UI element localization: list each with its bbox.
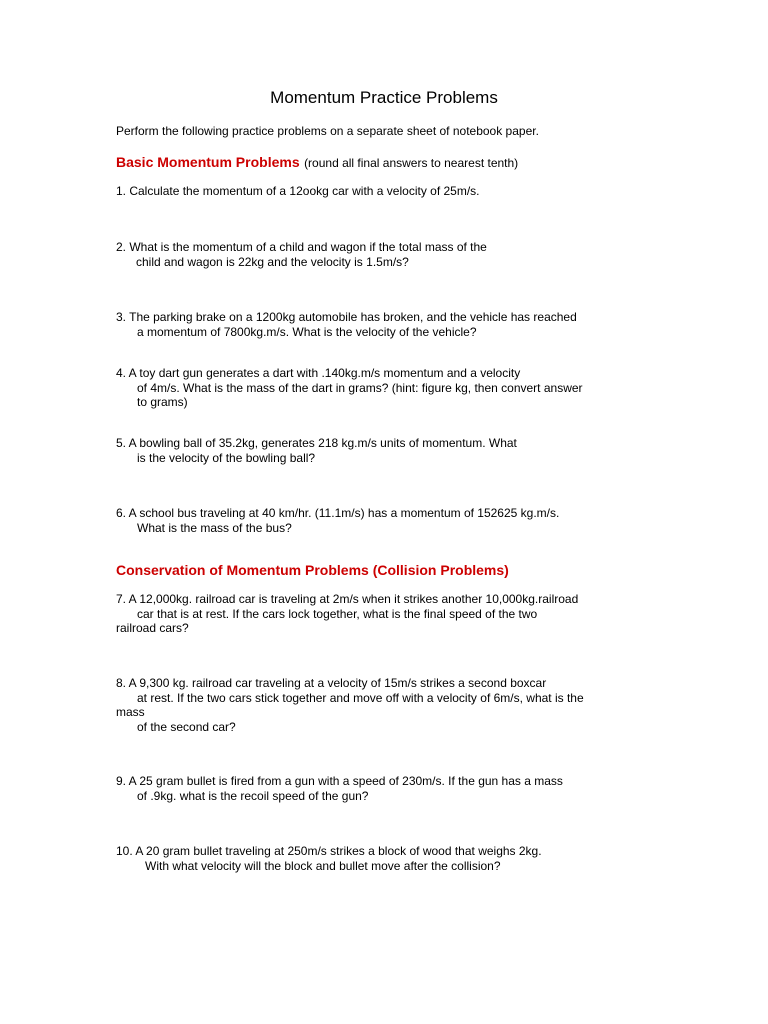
problem-line: 2. What is the momentum of a child and wagon if the total mass of the — [116, 240, 487, 254]
problem-5 — [116, 436, 517, 465]
problem-line: child and wagon is 22kg and the velocity is 1.5m/s? — [136, 254, 409, 269]
problem-line: 1. Calculate the momentum of a 12ookg car with a velocity of 25m/s. — [116, 184, 480, 198]
problem-7 — [116, 592, 578, 636]
problem-line: 5. A bowling ball of 35.2kg, generates 218 kg.m/s units of momentum. What — [116, 436, 517, 450]
problem-6 — [116, 506, 559, 535]
problem-line: 7. A 12,000kg. railroad car is traveling at 2m/s when it strikes another 10,000kg.railroad — [116, 592, 579, 606]
problem-line: car that is at rest. If the cars lock together, what is the final speed of the two — [137, 606, 538, 621]
instructions: Perform the following practice problems on a separate sheet of notebook paper. — [116, 124, 539, 138]
problem-line: railroad cars? — [116, 621, 189, 635]
problem-line: 3. The parking brake on a 1200kg automobile has broken, and the vehicle has reached — [116, 310, 577, 324]
problem-line: of the second car? — [137, 719, 236, 734]
problem-line: 6. A school bus traveling at 40 km/hr. (11.1m/s) has a momentum of 152625 kg.m/s. — [116, 506, 560, 520]
problem-line: of 4m/s. What is the mass of the dart in grams? (hint: figure kg, then convert answer — [137, 380, 583, 395]
problem-line: of .9kg. what is the recoil speed of the gun? — [137, 788, 369, 803]
rounding-note: (round all final answers to nearest tenth) — [304, 156, 519, 170]
problem-line: 9. A 25 gram bullet is fired from a gun with a speed of 230m/s. If the gun has a mass — [116, 774, 563, 788]
problem-3 — [116, 310, 577, 339]
problem-line: to grams) — [137, 395, 188, 409]
problem-line: mass — [116, 705, 145, 719]
problem-1 — [116, 184, 480, 199]
problem-line: a momentum of 7800kg.m/s. What is the velocity of the vehicle? — [137, 324, 477, 339]
problem-10 — [116, 844, 542, 873]
problem-2 — [116, 240, 487, 269]
section-heading-conservation — [116, 562, 509, 579]
problem-line: is the velocity of the bowling ball? — [137, 450, 316, 465]
problem-8 — [116, 676, 584, 734]
problem-4 — [116, 366, 583, 410]
problem-line: What is the mass of the bus? — [137, 520, 292, 535]
problem-line: at rest. If the two cars stick together and move off with a velocity of 6m/s, what is the — [137, 690, 584, 705]
problem-line: 8. A 9,300 kg. railroad car traveling at a velocity of 15m/s strikes a second boxcar — [116, 676, 547, 690]
section-title-conservation: Conservation of Momentum Problems (Collision Problems) — [116, 562, 509, 578]
page-title: Momentum Practice Problems — [270, 88, 498, 107]
section-heading-basic — [116, 154, 518, 171]
problem-line: 4. A toy dart gun generates a dart with .140kg.m/s momentum and a velocity — [116, 366, 521, 380]
section-title-basic: Basic Momentum Problems — [116, 154, 300, 170]
problem-9 — [116, 774, 563, 803]
problem-line: 10. A 20 gram bullet traveling at 250m/s strikes a block of wood that weighs 2kg. — [116, 844, 542, 858]
problem-line: With what velocity will the block and bullet move after the collision? — [145, 858, 501, 873]
